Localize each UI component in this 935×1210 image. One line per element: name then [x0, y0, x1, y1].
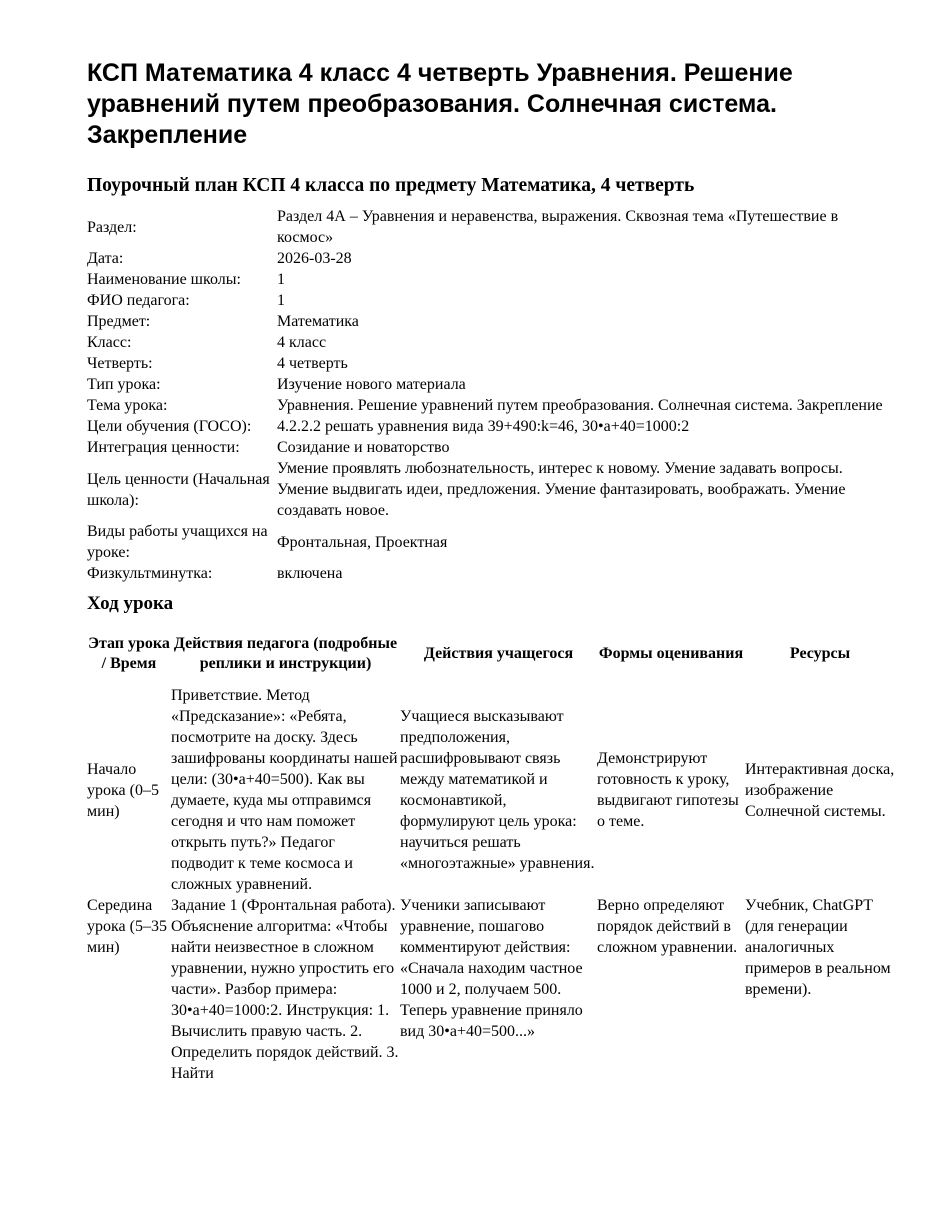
lesson-info-table [87, 206, 887, 584]
info-row [87, 248, 887, 269]
info-value: Созидание и новаторство [277, 439, 450, 456]
info-value: 1 [277, 292, 285, 309]
info-label: Тип урока: [87, 376, 161, 393]
info-row [87, 395, 887, 416]
info-row [87, 416, 887, 437]
info-label: Четверть: [87, 355, 153, 372]
info-value: Раздел 4А – Уравнения и неравенства, выражения. Сквозная тема «Путешествие в космос» [277, 208, 839, 246]
info-row [87, 563, 887, 584]
info-row [87, 332, 887, 353]
header-teacher: Действия педагога (подробные реплики и инструкции) [173, 634, 398, 672]
info-label: Интеграция ценности: [87, 439, 240, 456]
header-stage: Этап урока / Время [88, 634, 170, 672]
info-label: Класс: [87, 334, 132, 351]
header-assessment: Формы оценивания [598, 644, 744, 662]
info-row [87, 206, 887, 248]
lesson-flow-heading: Ход урока [87, 593, 174, 614]
info-label: Дата: [87, 250, 124, 267]
info-row [87, 437, 887, 458]
info-label: Цели обучения (ГОСО): [87, 418, 252, 435]
info-label: Предмет: [87, 313, 151, 330]
info-row [87, 269, 887, 290]
info-label: Тема урока: [87, 397, 168, 414]
info-label: Наименование школы: [87, 271, 241, 288]
plan-subtitle: Поурочный план КСП 4 класса по предмету Математика, 4 четверть [87, 175, 695, 196]
info-row [87, 458, 887, 521]
info-value: 2026-03-28 [277, 250, 352, 267]
info-label: Раздел: [87, 218, 137, 236]
info-value: Изучение нового материала [277, 376, 466, 393]
info-row [87, 374, 887, 395]
info-value: Уравнения. Решение уравнений путем преобразования. Солнечная система. Закрепление [277, 397, 883, 414]
info-value: 4 класс [277, 334, 327, 351]
cell-assessment: Демонстрируют готовность к уроку, выдвигают гипотезы о теме. [597, 750, 739, 830]
lesson-table-header [87, 622, 895, 685]
info-row [87, 521, 887, 563]
info-value: 1 [277, 271, 285, 288]
info-label: Виды работы учащихся на уроке: [87, 523, 268, 561]
info-value: 4 четверть [277, 355, 348, 372]
cell-resources: Учебник, ChatGPT (для генерации аналогичных примеров в реальном времени). [745, 897, 891, 998]
lesson-flow-table [87, 622, 895, 1084]
cell-resources: Интерактивная доска, изображение Солнечной системы. [745, 760, 895, 820]
cell-stage: Середина урока (5–35 мин) [87, 897, 167, 956]
info-value: включена [277, 565, 343, 582]
header-resources: Ресурсы [789, 644, 851, 662]
cell-teacher: Приветствие. Метод «Предсказание»: «Ребята, посмотрите на доску. Здесь зашифрованы координаты нашей цели: (30•a+40=500). Как вы думаете, куда мы отправимся сегодня и что нам поможет открыть путь?» Педагог подводит к теме космоса и сложных уравнений. [171, 687, 398, 893]
cell-student: Ученики записывают уравнение, пошагово комментируют действия: «Сначала находим частное 1000 и 2, получаем 500. Теперь уравнение приняло вид 30•a+40=500...» [400, 897, 583, 1040]
info-row [87, 290, 887, 311]
info-value: Умение проявлять любознательность, интерес к новому. Умение задавать вопросы. Умение выдвигать идеи, предложения. Умение фантазировать, воображать. Умение создавать новое. [277, 460, 846, 519]
cell-student: Учащиеся высказывают предположения, расшифровывают связь между математикой и космонавтикой, формулируют цель урока: научиться решать «многоэтажные» уравнения. [400, 708, 595, 872]
cell-teacher: Задание 1 (Фронтальная работа). Объяснение алгоритма: «Чтобы найти неизвестное в сложном уравнении, нужно упростить его части». Разбор примера: 30•a+40=1000:2. Инструкция: 1. Вычислить правую часть. 2. Определить порядок действий. 3. Найти [171, 897, 399, 1082]
info-row [87, 353, 887, 374]
info-row [87, 311, 887, 332]
info-label: Цель ценности (Начальная школа): [87, 470, 270, 509]
table-row [87, 895, 895, 1084]
info-label: Физкультминутка: [87, 565, 213, 582]
info-label: ФИО педагога: [87, 292, 190, 309]
document-title: КСП Математика 4 класс 4 четверть Уравнения. Решение уравнений путем преобразования. Солнечная система. Закрепление [87, 59, 793, 149]
info-value: Фронтальная, Проектная [277, 533, 448, 551]
cell-assessment: Верно определяют порядок действий в сложном уравнении. [597, 897, 738, 956]
header-student: Действия учащегося [423, 644, 574, 662]
info-value: Математика [277, 313, 359, 330]
info-value: 4.2.2.2 решать уравнения вида 39+490:k=46, 30•a+40=1000:2 [277, 418, 690, 435]
table-row [87, 685, 895, 895]
cell-stage: Начало урока (0–5 мин) [87, 760, 159, 820]
